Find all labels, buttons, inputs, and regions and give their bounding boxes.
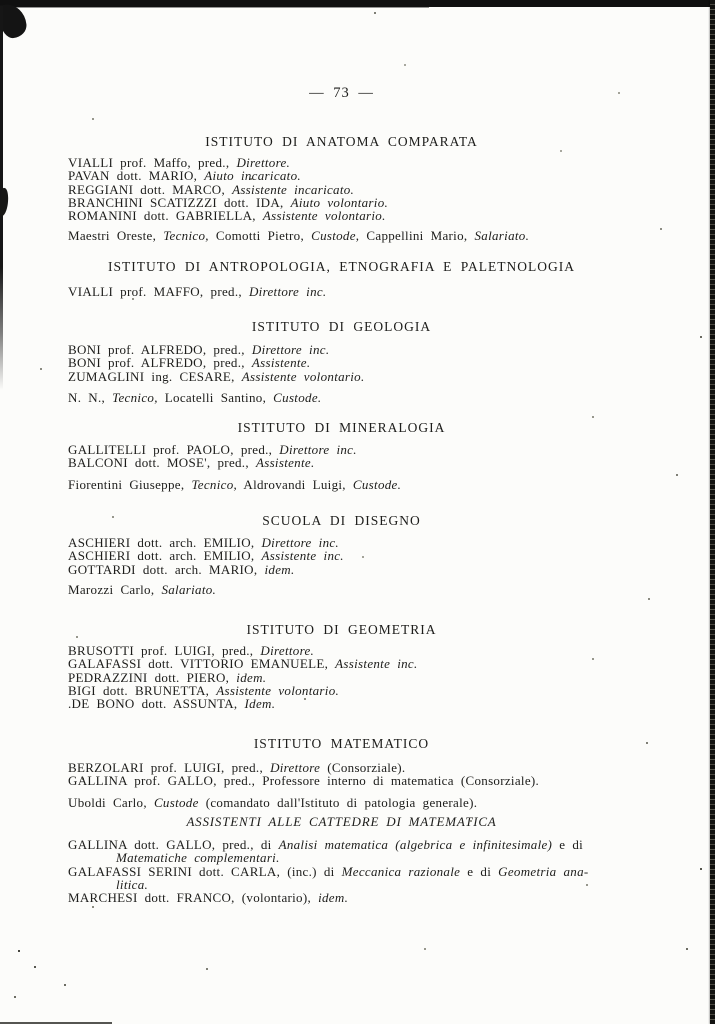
entry-line [68,196,615,209]
text-segment: e di [552,837,584,852]
text-segment: Assistente. [251,355,311,371]
text-segment: Custode, [311,228,360,243]
text-segment: Geometria ana- [498,863,589,879]
text-segment: Marozzi Carlo, [68,582,162,597]
staff-line [68,229,615,242]
text-segment: litica. [116,876,149,892]
entry-line [68,684,615,697]
text-segment: BONI prof. ALFREDO, pred., [68,342,252,357]
text-segment: ROMANINI dott. GABRIELLA, [68,208,263,224]
entry-line [68,697,615,710]
text-segment: GOTTARDI dott. arch. MARIO, [68,561,265,577]
entry-line [68,851,615,864]
entry-line [68,563,615,576]
entry-line [68,456,615,469]
scan-noise-specks [0,0,2,2]
text-segment: Direttore. [260,643,315,658]
entry-lines [68,536,615,576]
entry-line [68,891,615,904]
scan-blot-left [0,188,10,217]
text-segment: Locatelli Santino, [157,390,274,405]
text-segment: Assistente volontario. [241,368,365,384]
text-segment: BERZOLARI prof. LUIGI, pred., [68,760,271,775]
section-title: ISTITUTO MATEMATICO [253,736,430,751]
text-segment: Custode [153,795,199,810]
text-segment: idem. [264,561,295,577]
text-segment: Direttore inc. [279,442,357,457]
text-segment: PEDRAZZINI dott. PIERO, [68,669,237,685]
entry-line [68,865,615,878]
text-segment: Assistente incaricato. [232,181,355,197]
text-segment: Aiuto volontario. [290,194,389,210]
entry-lines [68,644,615,710]
entry-line [68,774,615,787]
entry-line [68,878,615,891]
entry-line [68,761,615,774]
text-segment: ASCHIERI dott. arch. EMILIO, [68,535,262,550]
text-segment: VIALLI prof. Maffo, pred., [68,155,237,170]
text-segment: Comotti Pietro, [208,228,312,243]
section-title: SCUOLA DI DISEGNO [262,513,421,528]
text-segment: BRANCHINI SCATIZZZI dott. IDA, [68,194,291,210]
assistant-lines [68,838,615,904]
text-segment: Maestri Oreste, [68,228,164,243]
section-title: ISTITUTO DI GEOMETRIA [246,622,437,637]
text-segment: BALCONI dott. MOSE', pred., [68,455,256,471]
text-segment: Custode. [273,390,322,405]
text-segment: MARCHESI dott. FRANCO, (volontario), [68,890,319,906]
text-segment: ZUMAGLINI ing. CESARE, [68,368,242,384]
text-segment: VIALLI prof. MAFFO, pred., [68,284,249,299]
section-title: ISTITUTO DI MINERALOGIA [237,420,446,435]
entry-line [68,536,615,549]
text-segment: GALLINA prof. GALLO, pred., Professore interno di matematica (Consorziale). [68,773,540,789]
scan-edge-right [710,0,715,1024]
section-title: ISTITUTO DI GEOLOGIA [251,319,432,334]
staff-line [68,478,615,491]
text-segment: Direttore [270,760,321,775]
text-segment: Direttore inc. [251,342,330,357]
text-segment: GALAFASSI dott. VITTORIO EMANUELE, [68,656,336,672]
entry-lines [68,343,615,383]
text-segment: PAVAN dott. MARIO, [68,168,205,184]
entry-lines [68,156,615,222]
text-segment: Salariato. [474,228,530,243]
entry-lines [68,285,615,298]
text-segment: Direttore inc. [261,535,339,550]
text-segment: Assistente inc. [335,656,418,672]
entry-line [68,549,615,562]
text-segment: Tecnico, [163,228,209,243]
text-segment: Assistente volontario. [216,682,340,698]
section-title: ISTITUTO DI ANTROPOLOGIA, ETNOGRAFIA E PALETNOLOGIA [108,259,575,274]
text-segment: BRUSOTTI prof. LUIGI, pred., [68,643,261,658]
entry-line [68,443,615,456]
text-segment: (Consorziale). [320,760,406,775]
entry-line [68,343,615,356]
text-segment: N. N., [68,390,113,405]
entry-line [68,356,615,369]
text-segment: Tecnico, [112,390,158,405]
scan-blot-topleft [0,3,28,40]
text-segment: Uboldi Carlo, [68,795,154,810]
entry-line [68,370,615,383]
text-segment: Aldrovandi Luigi, [237,477,353,492]
text-segment: idem. [236,669,267,685]
entry-lines [68,761,615,788]
text-segment: REGGIANI dott. MARCO, [68,181,233,197]
entry-line [68,169,615,182]
staff-line [68,796,615,809]
sub-heading: ASSISTENTI ALLE CATTEDRE DI MATEMATICA [186,814,497,829]
entry-line [68,209,615,222]
section-title: ISTITUTO DI ANATOMA COMPARATA [205,134,478,149]
text-segment: BIGI dott. BRUNETTA, [68,682,217,698]
entry-line [68,657,615,670]
text-segment: Direttore inc. [248,284,327,299]
text-segment: GALLINA dott. GALLO, pred., di [68,837,279,852]
text-segment: Cappellini Mario, [359,228,475,243]
staff-line [68,583,615,596]
text-segment: Salariato. [161,582,217,597]
entry-line [68,156,615,169]
entry-line [68,838,615,851]
text-segment: GALAFASSI SERINI dott. CARLA, (inc.) di [68,863,342,879]
text-segment: Analisi matematica (algebrica e infinitesimale) [278,837,553,852]
entry-line [68,183,615,196]
text-segment: e di [460,863,499,879]
text-segment: (comandato dall'Istituto di patologia generale). [198,795,478,810]
text-segment: Assistente inc. [261,548,344,564]
page-content [68,0,615,1024]
text-segment: Fiorentini Giuseppe, [68,477,192,492]
text-segment: Idem. [244,696,276,712]
staff-line [68,391,615,404]
text-segment: BONI prof. ALFREDO, pred., [68,355,252,371]
text-segment: Assistente. [255,455,315,471]
text-segment: .DE BONO dott. ASSUNTA, [68,696,245,712]
text-segment: idem. [318,890,349,906]
page-number: — 73 — [309,85,374,101]
text-segment: Custode. [352,477,402,492]
entry-line [68,671,615,684]
entry-line [68,644,615,657]
text-segment: Aiuto incaricato. [204,168,301,184]
text-segment: Meccanica razionale [341,863,461,879]
text-segment: Tecnico, [191,477,238,492]
text-segment: Assistente volontario. [262,208,386,224]
entry-lines [68,443,615,470]
text-segment: ASCHIERI dott. arch. EMILIO, [68,548,262,564]
text-segment: Direttore. [236,155,291,170]
text-segment: Matematiche complementari. [116,850,280,866]
entry-line [68,285,615,298]
text-segment: GALLITELLI prof. PAOLO, pred., [68,442,280,457]
